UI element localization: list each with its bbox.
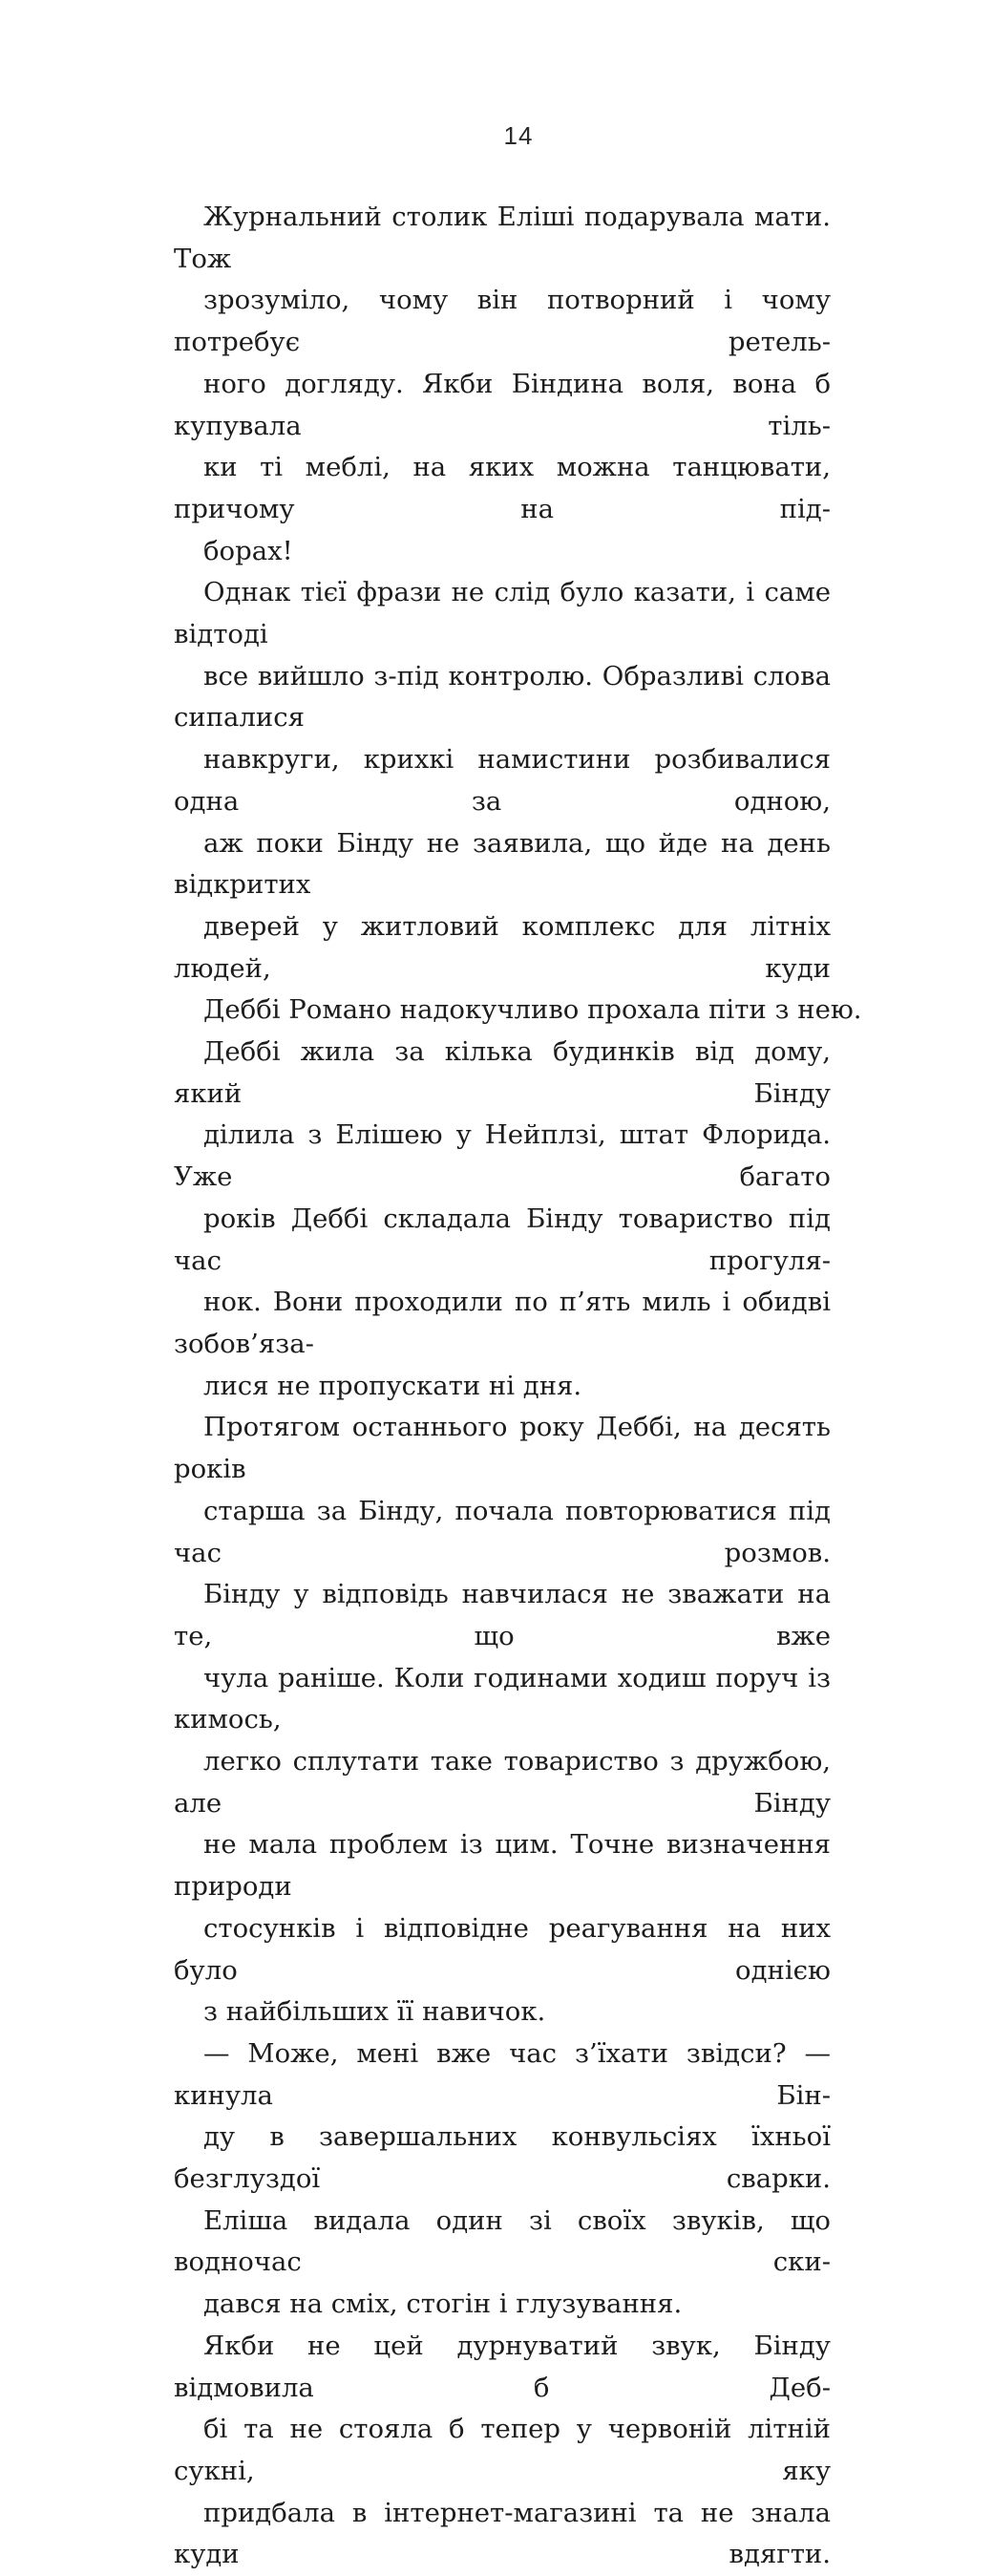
text-line: чула раніше. Коли годинами ходиш поруч із кимось,	[174, 1662, 831, 1735]
text-line: Бінду у відповідь навчилася не зважати на те, що вже	[174, 1579, 831, 1651]
text-line: Деббі Романо надокучливо прохала піти з нею.	[203, 994, 862, 1026]
text-line: старша за Бінду, почала повторюватися під час розмов.	[174, 1495, 831, 1568]
text-line: зрозуміло, чому він потворний і чому потребує ретель-	[174, 285, 831, 358]
paragraph	[174, 2326, 831, 2576]
text-line: легко сплутати таке товариство з дружбою, але Бінду	[174, 1746, 831, 1819]
text-line: Однак тієї фрази не слід було казати, і саме відтоді	[174, 577, 831, 650]
text-line: придбала в інтернет-магазині та не знала куди вдягти.	[174, 2497, 831, 2570]
text-line: лися не пропускати ні дня.	[203, 1370, 582, 1401]
text-line: не мала проблем із цим. Точне визначення природи	[174, 1829, 831, 1903]
text-line: Якби не цей дурнуватий звук, Бінду відмовила б Деб-	[174, 2330, 831, 2403]
paragraph	[174, 1032, 831, 1407]
paragraph	[174, 1407, 831, 2033]
body-text	[174, 197, 862, 2576]
text-line: стосунків і відповідне реагування на них було однією	[174, 1912, 831, 1986]
text-line: Журнальний столик Еліші подарувала мати. Тож	[174, 202, 831, 274]
text-line: Деббі жила за кілька будинків від дому, який Бінду	[174, 1036, 831, 1109]
text-line: — Може, мені вже час з’їхати звідси? — кинула Бін-	[174, 2037, 831, 2111]
text-line: ки ті меблі, на яких можна танцювати, причому на під-	[174, 452, 831, 524]
text-line: Еліша видала один зі своїх звуків, що водночас ски-	[174, 2204, 831, 2278]
text-line: Протягом останнього року Деббі, на десять років	[174, 1412, 831, 1485]
text-line: ділила з Елішею у Нейплзі, штат Флорида. Уже багато	[174, 1119, 831, 1193]
paragraph	[174, 2033, 831, 2201]
text-line: навкруги, крихкі намистини розбивалися одна за одною,	[174, 744, 831, 817]
page-number: 14	[503, 121, 534, 150]
paragraph	[174, 572, 862, 1032]
text-line: борах!	[203, 535, 293, 566]
paragraph	[174, 197, 831, 572]
text-line: все вийшло з-під контролю. Образливі слова сипалися	[174, 660, 831, 734]
text-line: нок. Вони проходили по п’ять миль і обидві зобов’яза-	[174, 1287, 831, 1359]
text-line: дверей у житловий комплекс для літніх людей, куди	[174, 910, 831, 984]
paragraph	[174, 2201, 831, 2326]
text-line: ного догляду. Якби Біндина воля, вона б купувала тіль-	[174, 368, 831, 441]
text-line: років Деббі складала Бінду товариство під час прогуля-	[174, 1203, 831, 1276]
text-line: аж поки Бінду не заявила, що йде на день відкритих	[174, 827, 831, 901]
text-line: з найбільших її навичок.	[203, 1996, 546, 2028]
text-line: дався на сміх, стогін і глузування.	[203, 2289, 683, 2320]
text-line: ду в завершальних конвульсіях їхньої безглуздої сварки.	[174, 2121, 831, 2195]
text-line: бі та не стояла б тепер у червоній літній сукні, яку	[174, 2414, 831, 2486]
